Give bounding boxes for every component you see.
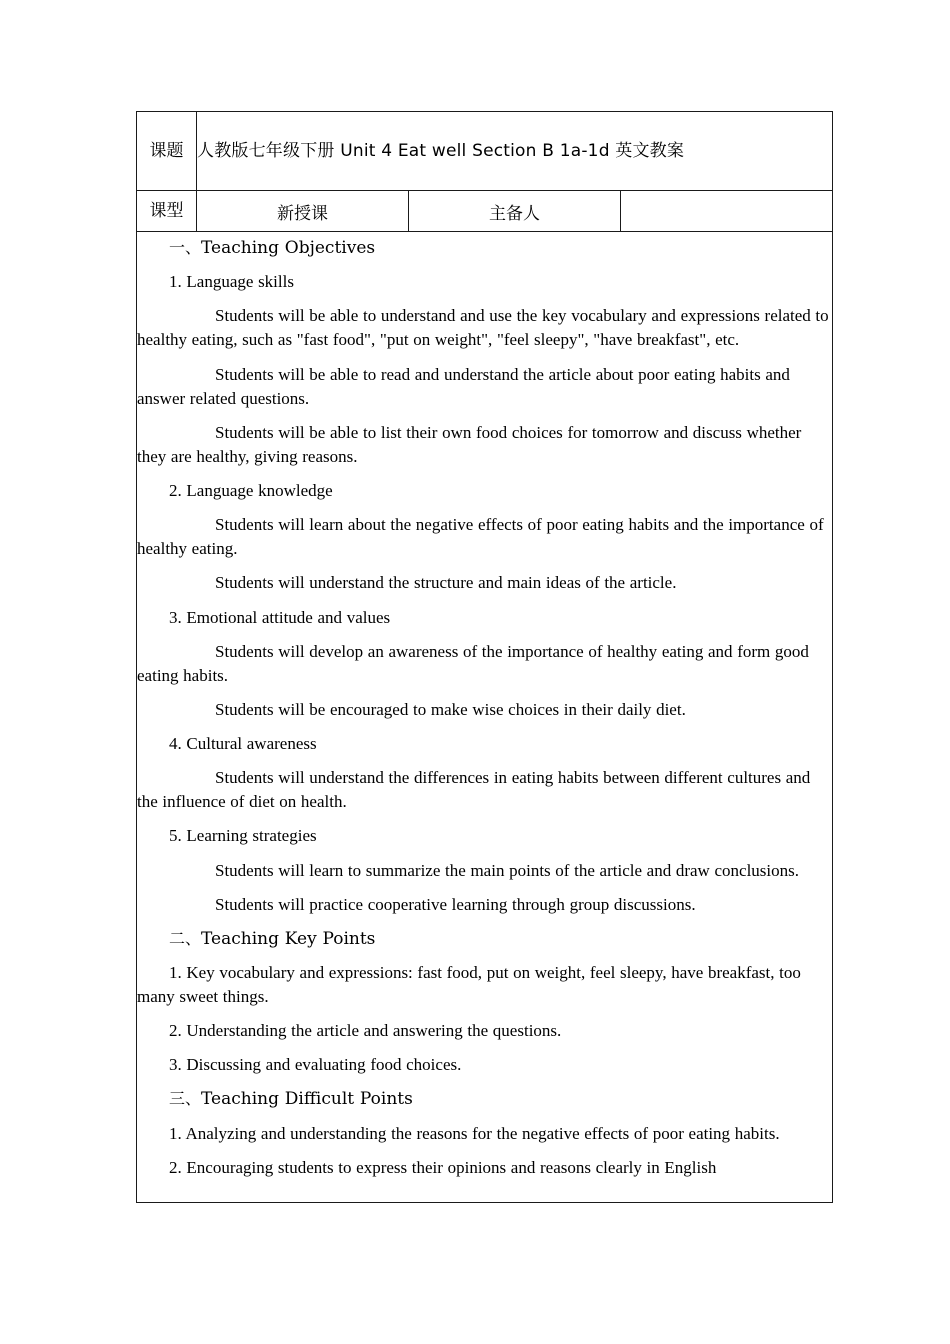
row-label-main-preparer: 主备人 (409, 191, 621, 232)
row-label-subject: 课题 (137, 112, 197, 191)
paragraph-text: Teaching Objectives (201, 238, 376, 258)
body-numbered-item (137, 824, 832, 848)
body-paragraph (137, 859, 832, 883)
paragraph-text: Teaching Difficult Points (201, 1089, 413, 1110)
section-marker: 一、 (169, 238, 202, 257)
main-preparer-value (621, 191, 833, 232)
paragraph-text: Teaching Key Points (201, 928, 376, 949)
paragraph-text: 1. Analyzing and understanding the reasons for the negative effects of poor eating habits. (169, 1123, 780, 1143)
paragraph-text: 2. Encouraging students to express their opinions and reasons clearly in English (169, 1157, 717, 1177)
paragraph-text: 1. Language skills (169, 272, 294, 292)
row-label-lesson-type: 课型 (137, 191, 197, 232)
body-paragraph (137, 640, 832, 688)
body-numbered-item (137, 479, 832, 503)
paragraph-text: 2. Language knowledge (169, 481, 333, 500)
table-row-body (137, 232, 833, 1203)
paragraph-text: 3. Discussing and evaluating food choices. (169, 1055, 462, 1075)
paragraph-text: Students will be encouraged to make wise choices in their daily diet. (215, 699, 686, 719)
body-numbered-item (137, 270, 832, 294)
body-paragraph (137, 571, 832, 595)
body-paragraph (137, 421, 832, 469)
paragraph-text: Students will understand the differences in eating habits between different cultures and the influence of diet on health. (137, 768, 811, 812)
body-paragraph (137, 766, 832, 814)
lesson-title-value (197, 112, 833, 191)
paragraph-text: Students will develop an awareness of the importance of healthy eating and form good eating habits. (137, 641, 809, 685)
paragraph-text: Students will understand the structure and main ideas of the article. (215, 573, 677, 593)
body-paragraph (137, 698, 832, 722)
body-paragraph (137, 304, 832, 352)
body-section-heading (137, 927, 832, 951)
paragraph-text: Students will learn about the negative effects of poor eating habits and the importance of healthy eating. (137, 515, 824, 559)
body-numbered-item (137, 606, 832, 630)
table-row-title (137, 112, 833, 191)
paragraph-text: 1. Key vocabulary and expressions: fast food, put on weight, feel sleepy, have breakfast, too many sweet things. (137, 962, 801, 1006)
paragraph-text: Students will be able to list their own food choices for tomorrow and discuss whether they are healthy, giving reasons. (137, 422, 802, 466)
paragraph-text: Students will learn to summarize the main points of the article and draw conclusions. (215, 860, 800, 880)
paragraph-text: 3. Emotional attitude and values (169, 607, 391, 627)
lesson-title-text: 人教版七年级下册 Unit 4 Eat well Section B 1a-1d 英文教案 (197, 140, 685, 161)
lesson-body-cell (137, 232, 833, 1203)
paragraph-text: Students will practice cooperative learning through group discussions. (215, 894, 696, 914)
body-numbered-item (137, 1122, 832, 1146)
paragraph-text: Students will be able to understand and use the key vocabulary and expressions related to healthy eating, such as "fast food", "put on weight", "feel sleepy", "have breakfast", etc. (137, 306, 829, 350)
body-numbered-item (137, 961, 832, 1009)
lesson-type-value: 新授课 (197, 191, 409, 232)
body-paragraph (137, 363, 832, 411)
body-section-heading (137, 1087, 832, 1111)
body-numbered-item (137, 1156, 832, 1180)
body-numbered-item (137, 1019, 832, 1043)
lesson-body-content (137, 236, 832, 1198)
paragraph-text: 2. Understanding the article and answering the questions. (169, 1021, 562, 1041)
body-paragraph (137, 893, 832, 917)
paragraph-text: Students will be able to read and understand the article about poor eating habits and answer related questions. (137, 364, 790, 408)
body-paragraph (137, 513, 832, 561)
section-marker: 三、 (169, 1089, 202, 1109)
paragraph-text: 4. Cultural awareness (169, 734, 317, 753)
paragraph-text: 5. Learning strategies (169, 826, 317, 846)
body-section-heading (137, 236, 832, 260)
lesson-plan-table (136, 111, 833, 1203)
body-numbered-item (137, 1053, 832, 1077)
table-row-lesson-type (137, 191, 833, 232)
section-marker: 二、 (169, 928, 202, 948)
body-numbered-item (137, 732, 832, 756)
